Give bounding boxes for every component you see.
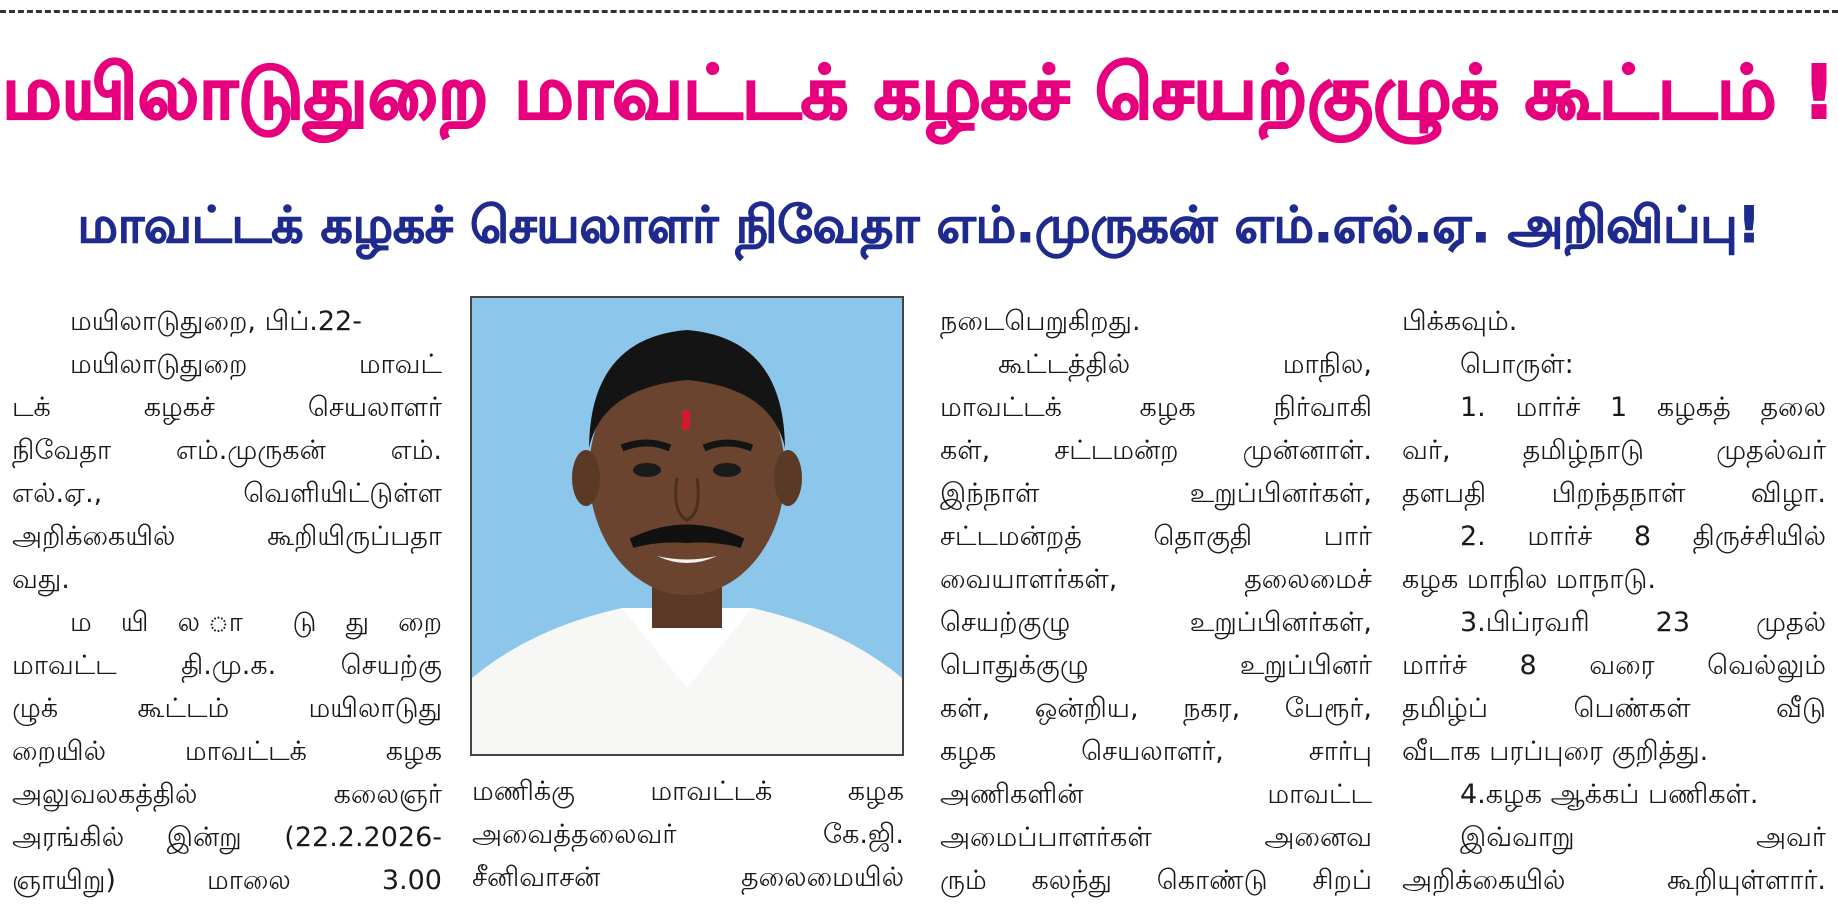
column-line: அலுவலகத்தில் கலைஞர் xyxy=(12,779,442,810)
column-line: அறிக்கையில் கூறியுள்ளார். xyxy=(1402,865,1826,896)
column-line: இவ்வாறு அவர் xyxy=(1460,822,1826,853)
column-line: ழுக் கூட்டம் மயிலாடுது xyxy=(12,693,442,724)
column-line: அறிக்கையில் கூறியிருப்பதா xyxy=(12,521,442,552)
column-line: மாவட்டக் கழக நிர்வாகி xyxy=(940,392,1372,423)
column-line: கூட்டத்தில் மாநில, xyxy=(998,349,1372,380)
column-line: ரும் கலந்து கொண்டு சிறப் xyxy=(940,865,1372,896)
section-label: பொருள்: xyxy=(1460,349,1574,380)
column-line: எல்.ஏ., வெளியிட்டுள்ள xyxy=(12,478,442,509)
dateline: மயிலாடுதுறை, பிப்.22- xyxy=(70,306,362,337)
headline: மயிலாடுதுறை மாவட்டக் கழகச் செயற்குழுக் கூட்டம் ! xyxy=(2,50,1836,136)
column-line: வர், தமிழ்நாடு முதல்வர் xyxy=(1402,435,1826,466)
column-line: அவைத்தலைவர் கே.ஜி. xyxy=(472,819,904,850)
dashed-top-border xyxy=(0,10,1838,13)
column-line: தமிழ்ப் பெண்கள் வீடு xyxy=(1402,693,1826,724)
column-line: அணிகளின் மாவட்ட xyxy=(940,779,1372,810)
article-column-3 xyxy=(940,300,1372,902)
column-line: ம யி ல ா டு து றை xyxy=(70,607,442,638)
column-line: வது. xyxy=(12,564,70,595)
column-line: தளபதி பிறந்தநாள் விழா. xyxy=(1402,478,1826,509)
column-line: பொதுக்குழு உறுப்பினர் xyxy=(940,650,1372,681)
column-line: பிக்கவும். xyxy=(1402,306,1518,337)
column-line: அமைப்பாளர்கள் அனைவ xyxy=(940,822,1372,853)
agenda-item: 4.கழக ஆக்கப் பணிகள். xyxy=(1460,779,1759,810)
column-line: கள், ஒன்றிய, நகர, பேரூர், xyxy=(940,693,1372,724)
article-column-4 xyxy=(1402,300,1826,902)
column-line: அரங்கில் இன்று (22.2.2026- xyxy=(12,822,442,853)
column-line: மயிலாடுதுறை மாவட் xyxy=(70,349,442,380)
agenda-item: 2. மார்ச் 8 திருச்சியில் xyxy=(1460,521,1826,552)
column-line: நிவேதா எம்.முருகன் எம். xyxy=(12,435,442,466)
agenda-item: 3.பிப்ரவரி 23 முதல் xyxy=(1460,607,1826,638)
column-line: கழக செயலாளர், சார்பு xyxy=(940,736,1372,767)
article-column-2 xyxy=(472,770,904,899)
portrait-photo xyxy=(470,296,904,756)
column-line: சீனிவாசன் தலைமையில் xyxy=(472,862,904,893)
subheadline: மாவட்டக் கழகச் செயலாளர் நிவேதா எம்.முருகன் எம்.எல்.ஏ. அறிவிப்பு! xyxy=(77,195,1761,254)
agenda-item: 1. மார்ச் 1 கழகத் தலை xyxy=(1460,392,1826,423)
column-line: வையாளர்கள், தலைமைச் xyxy=(940,564,1372,595)
column-line: வீடாக பரப்புரை குறித்து. xyxy=(1402,736,1709,767)
column-line: கள், சட்டமன்ற முன்னாள். xyxy=(940,435,1372,466)
article-column-1 xyxy=(12,300,442,902)
column-line: இந்நாள் உறுப்பினர்கள், xyxy=(940,478,1372,509)
column-line: கழக மாநில மாநாடு. xyxy=(1402,564,1656,595)
column-line: டக் கழகச் செயலாளர் xyxy=(12,392,442,423)
portrait-illustration xyxy=(472,298,902,754)
column-line: சட்டமன்றத் தொகுதி பார் xyxy=(940,521,1372,552)
column-line: றையில் மாவட்டக் கழக xyxy=(12,736,442,767)
column-line: ஞாயிறு) மாலை 3.00 xyxy=(12,865,442,896)
column-line: மாவட்ட தி.மு.க. செயற்கு xyxy=(12,650,442,681)
column-line: மணிக்கு மாவட்டக் கழக xyxy=(472,776,904,807)
column-line: நடைபெறுகிறது. xyxy=(940,306,1141,337)
column-line: மார்ச் 8 வரை வெல்லும் xyxy=(1402,650,1826,681)
column-line: செயற்குழு உறுப்பினர்கள், xyxy=(940,607,1372,638)
